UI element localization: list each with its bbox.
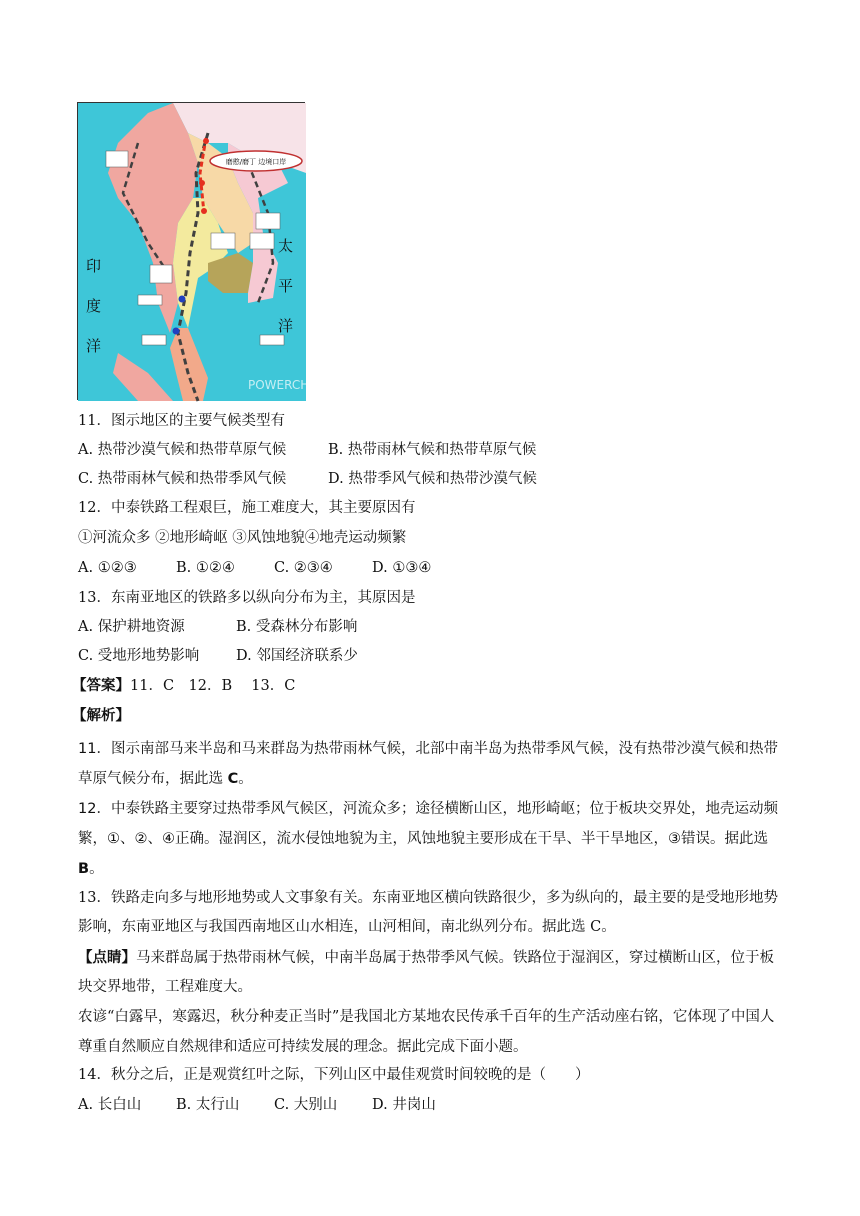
analysis-p11-answer: C bbox=[227, 771, 239, 787]
analysis-p11 bbox=[78, 734, 784, 794]
q11-option-c[interactable]: C. 热带雨林气候和热带季风气候 bbox=[78, 471, 287, 487]
analysis-p11-text: 11．图示南部马来半岛和马来群岛为热带雨林气候，北部中南半岛为热带季风气候，没有热带沙漠气候和热带草原气候分布，据此选 bbox=[78, 741, 778, 787]
q12-option-b[interactable]: B. ①②④ bbox=[176, 560, 235, 576]
q14-option-d[interactable]: D. 井岗山 bbox=[372, 1097, 436, 1113]
q14-intro: 农谚“白露早，寒露迟，秋分种麦正当时”是我国北方某地农民传承千百年的生产活动座右铭，它体现了中国人尊重自然顺应自然规律和适应可持续发展的理念。据此完成下面小题。 bbox=[78, 1009, 775, 1055]
answer-tag: 【答案】 bbox=[72, 677, 130, 694]
q11-option-b[interactable]: B. 热带雨林气候和热带草原气候 bbox=[328, 442, 537, 458]
q12-options bbox=[78, 558, 432, 578]
q12-items: ①河流众多 ②地形崎岖 ③风蚀地貌④地壳运动频繁 bbox=[78, 530, 407, 546]
q12-option-a[interactable]: A. ①②③ bbox=[78, 560, 137, 576]
q13-options-row2 bbox=[78, 646, 358, 666]
analysis-p12-end: 。 bbox=[89, 861, 104, 877]
watermark: POWERCHINA bbox=[248, 378, 330, 392]
tip-paragraph bbox=[78, 943, 784, 1002]
q14-option-c[interactable]: C. 大别山 bbox=[274, 1097, 338, 1113]
q12-option-d[interactable]: D. ①③④ bbox=[372, 560, 432, 576]
answer-text: 11．C 12．B 13．C bbox=[130, 678, 296, 694]
q11-stem: 11．图示地区的主要气候类型有 bbox=[78, 413, 285, 429]
q13-stem: 13．东南亚地区的铁路多以纵向分布为主，其原因是 bbox=[78, 590, 416, 606]
q13-options-row1 bbox=[78, 617, 358, 637]
q14-option-a[interactable]: A. 长白山 bbox=[78, 1097, 142, 1113]
tip-tag: 【点睛】 bbox=[78, 949, 136, 966]
analysis-p13: 13．铁路走向多与地形地势或人文事象有关。东南亚地区横向铁路很少，多为纵向的，最主要的是受地形地势影响，东南亚地区与我国西南地区山水相连，山河相间，南北纵列分布。据此选 C。 bbox=[78, 890, 778, 935]
analysis-tag: 【解析】 bbox=[72, 708, 130, 724]
q14-options bbox=[78, 1095, 436, 1115]
q12-option-c[interactable]: C. ②③④ bbox=[274, 560, 333, 576]
ocean-left-char-1: 印 bbox=[86, 257, 102, 275]
q13-option-d[interactable]: D. 邻国经济联系少 bbox=[236, 648, 358, 664]
ocean-right-char-3: 洋 bbox=[278, 317, 294, 335]
answer-line bbox=[72, 676, 295, 696]
ocean-right-char-1: 太 bbox=[278, 237, 294, 255]
q11-option-d[interactable]: D. 热带季风气候和热带沙漠气候 bbox=[328, 471, 537, 487]
q11-options-row2 bbox=[78, 469, 537, 489]
analysis-p12-answer: B bbox=[78, 861, 90, 877]
tip-text: 马来群岛属于热带雨林气候，中南半岛属于热带季风气候。铁路位于湿润区，穿过横断山区，位于板块交界地带，工程难度大。 bbox=[78, 950, 774, 995]
q14-stem: 14．秋分之后，正是观赏红叶之际，下列山区中最佳观赏时间较晚的是（ ） bbox=[78, 1067, 590, 1083]
q14-option-b[interactable]: B. 太行山 bbox=[176, 1097, 240, 1113]
map-svg bbox=[78, 103, 330, 401]
border-port-label: 磨憨/磨丁 边境口岸 bbox=[225, 158, 287, 166]
q13-option-b[interactable]: B. 受森林分布影响 bbox=[236, 619, 358, 635]
q11-options-row1 bbox=[78, 440, 537, 460]
ocean-right-char-2: 平 bbox=[278, 277, 294, 295]
ocean-left-char-3: 洋 bbox=[86, 337, 102, 355]
ocean-left-char-2: 度 bbox=[86, 297, 102, 315]
q12-stem: 12．中泰铁路工程艰巨，施工难度大，其主要原因有 bbox=[78, 500, 416, 516]
analysis-p12-text: 12．中泰铁路主要穿过热带季风气候区，河流众多；途径横断山区，地形崎岖；位于板块交界处，地壳运动频繁，①、②、④正确。湿润区，流水侵蚀地貌为主，风蚀地貌主要形成在干旱、半干旱地区，③错误。据此选 bbox=[78, 801, 778, 847]
southeast-asia-railway-map bbox=[77, 102, 330, 400]
analysis-p12 bbox=[78, 794, 784, 884]
q11-option-a[interactable]: A. 热带沙漠气候和热带草原气候 bbox=[78, 442, 287, 458]
analysis-p11-end: 。 bbox=[238, 771, 253, 787]
q13-option-c[interactable]: C. 受地形地势影响 bbox=[78, 648, 200, 664]
q13-option-a[interactable]: A. 保护耕地资源 bbox=[78, 619, 185, 635]
